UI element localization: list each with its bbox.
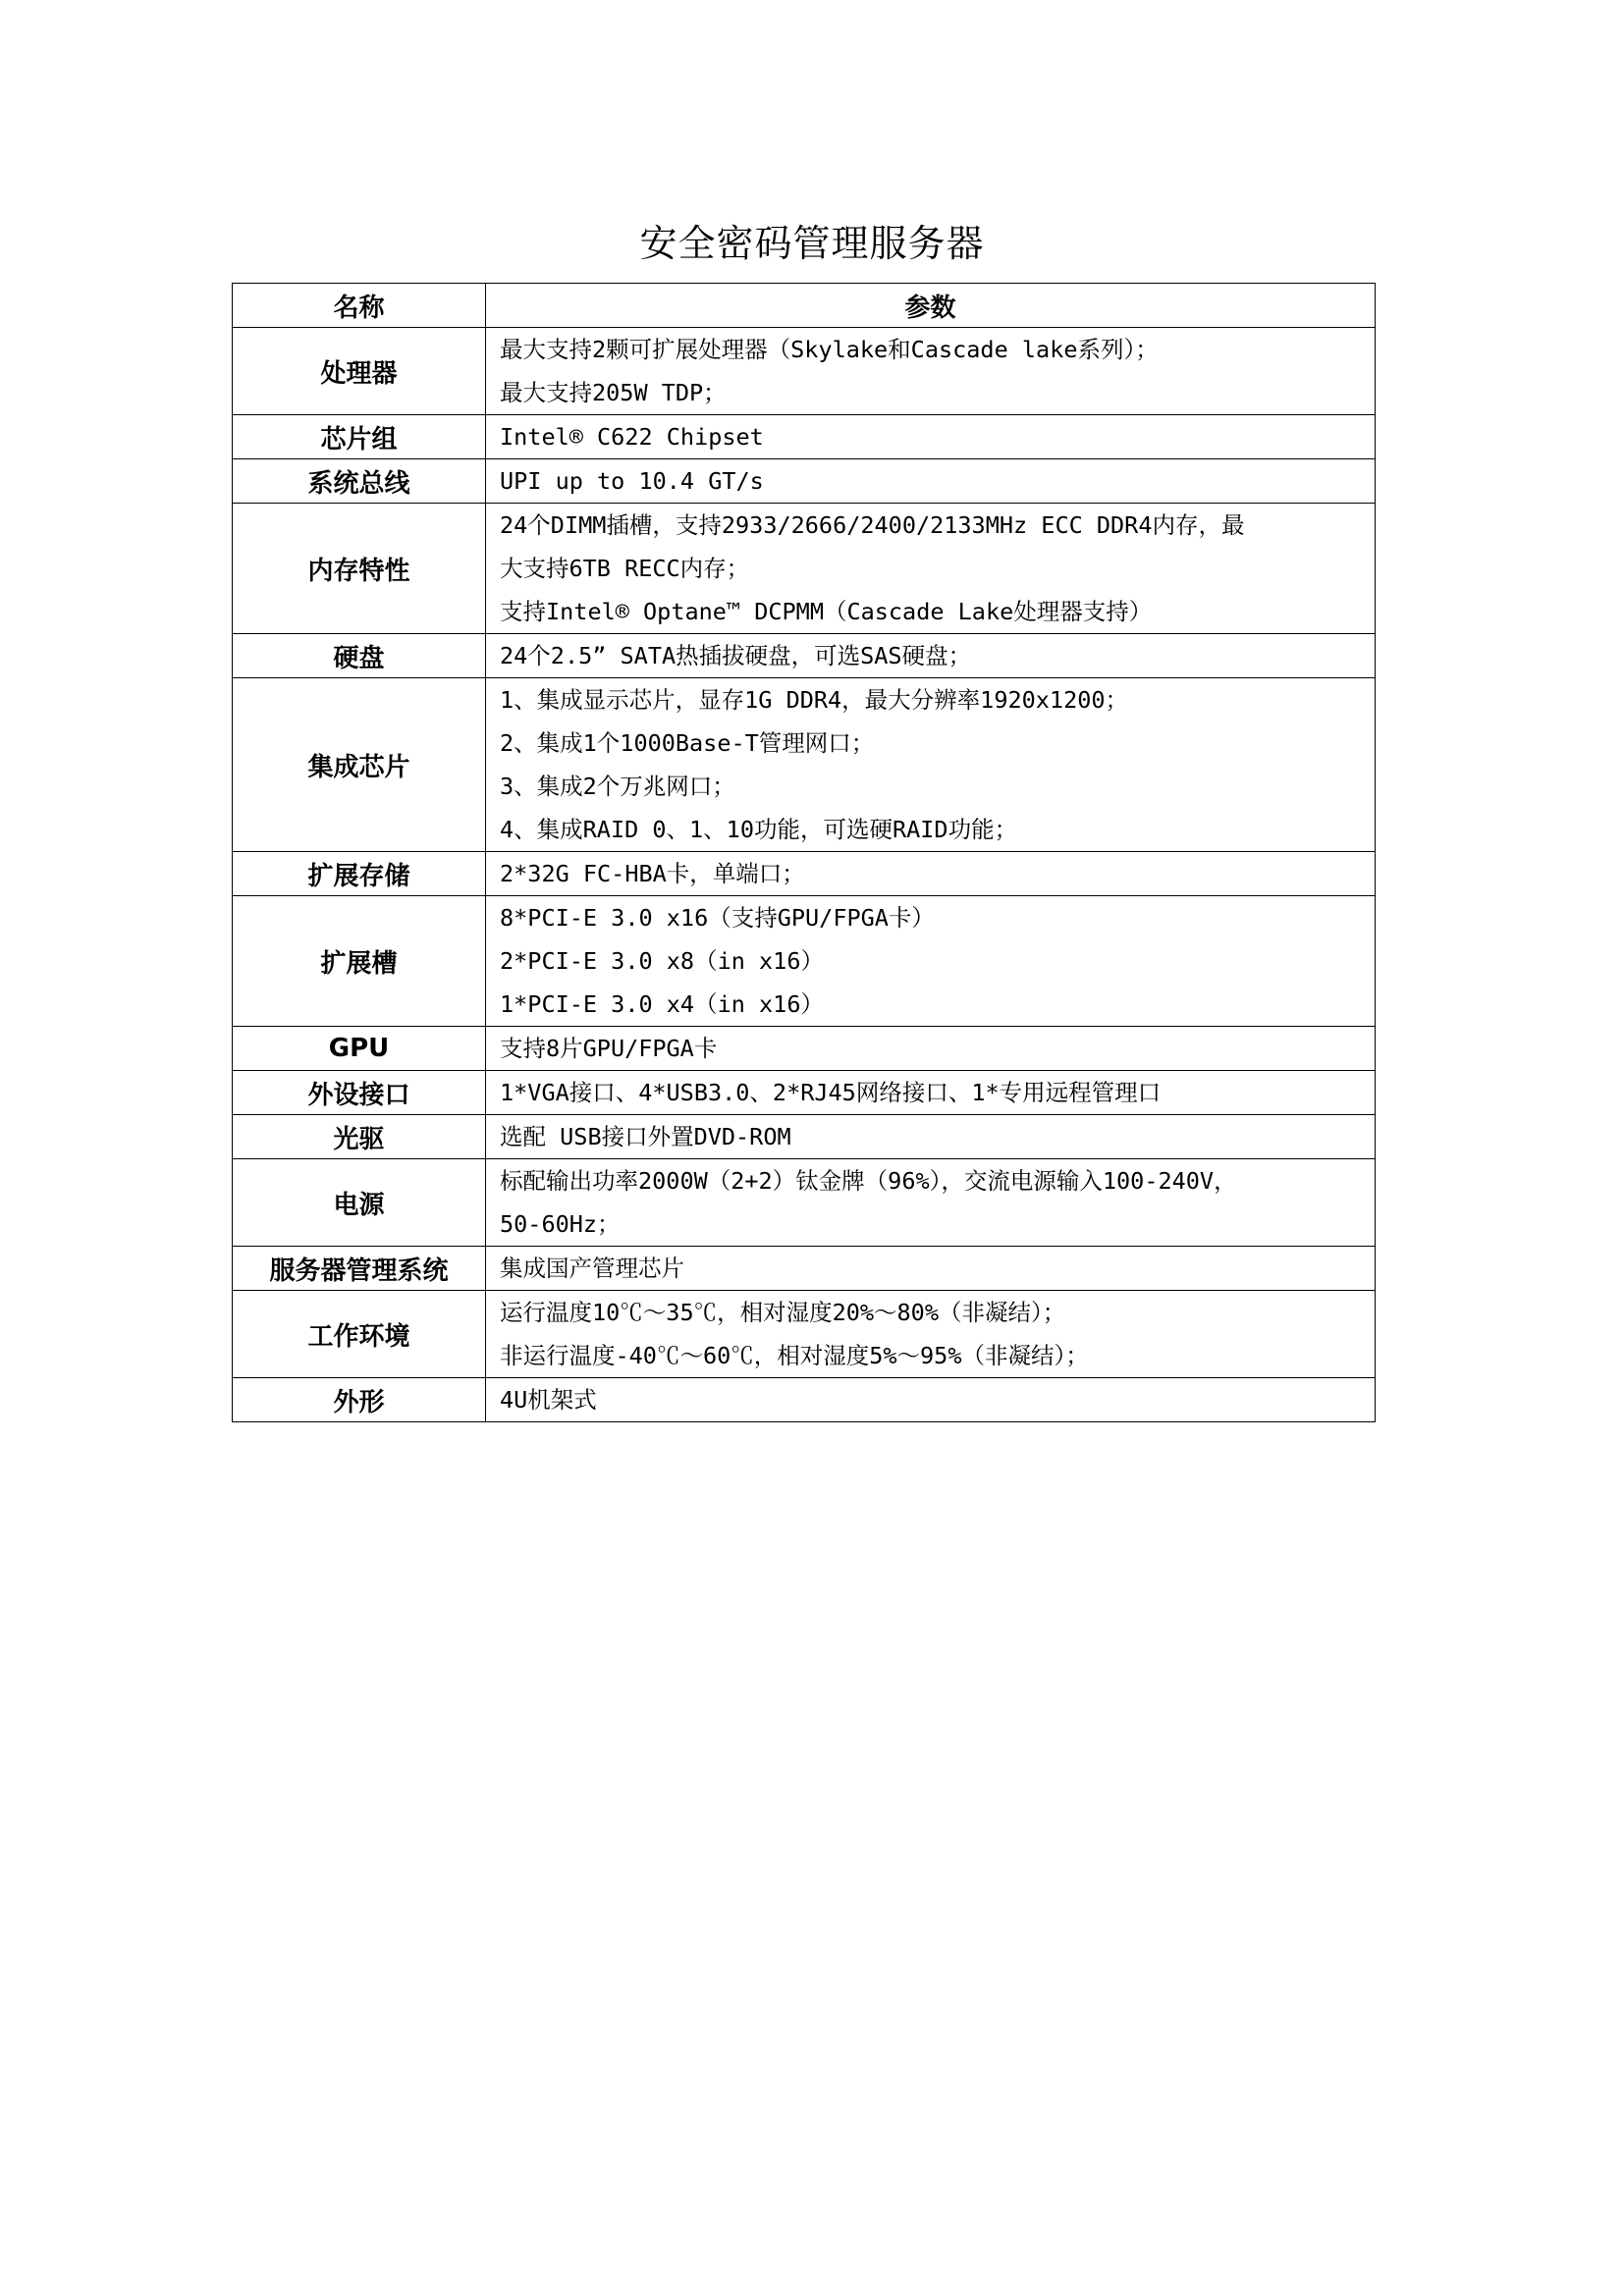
spec-param-line: 1*PCI-E 3.0 x4（in x16）: [500, 990, 824, 1018]
table-row: [233, 634, 1376, 678]
spec-param-line: 4、集成RAID 0、1、10功能，可选硬RAID功能；: [500, 816, 1018, 843]
spec-name-cell: 工作环境: [233, 1291, 486, 1378]
table-row: [233, 1027, 1376, 1071]
page-title: 安全密码管理服务器: [639, 222, 985, 265]
spec-param-line: 标配输出功率2000W（2+2）钛金牌（96%），交流电源输入100-240V，: [500, 1167, 1237, 1195]
table-header-row: [233, 284, 1376, 328]
spec-param-cell: [486, 415, 1376, 459]
spec-param-cell: [486, 634, 1376, 678]
table-row: [233, 852, 1376, 896]
table-row: [233, 678, 1376, 852]
spec-param-line: 支持Intel® Optane™ DCPMM（Cascade Lake处理器支持）: [500, 598, 1153, 625]
spec-table-body: [233, 328, 1376, 1422]
spec-param-cell: [486, 1247, 1376, 1291]
spec-param-line: 50-60Hz；: [500, 1210, 621, 1238]
spec-param-cell: [486, 504, 1376, 634]
spec-param-cell: [486, 678, 1376, 852]
spec-name-cell: GPU: [233, 1027, 486, 1071]
spec-param-cell: [486, 1071, 1376, 1115]
spec-param-cell: [486, 328, 1376, 415]
spec-param-line: 24个DIMM插槽，支持2933/2666/2400/2133MHz ECC DDR4内存，最: [500, 511, 1245, 539]
spec-param-line: 大支持6TB RECC内存；: [500, 555, 750, 582]
spec-name-cell: 扩展存储: [233, 852, 486, 896]
table-row: [233, 1291, 1376, 1378]
table-row: [233, 504, 1376, 634]
spec-param-line: 2*32G FC-HBA卡，单端口；: [500, 860, 805, 887]
table-row: [233, 1378, 1376, 1422]
spec-param-line: 4U机架式: [500, 1386, 597, 1414]
spec-name-cell: 扩展槽: [233, 896, 486, 1027]
spec-param-cell: [486, 459, 1376, 504]
spec-param-line: 8*PCI-E 3.0 x16（支持GPU/FPGA卡）: [500, 904, 935, 932]
spec-param-line: 运行温度10℃～35℃，相对湿度20%～80%（非凝结）；: [500, 1299, 1066, 1326]
column-header-name: 名称: [233, 284, 486, 328]
spec-param-cell: [486, 852, 1376, 896]
spec-param-line: 非运行温度-40℃～60℃，相对湿度5%～95%（非凝结）；: [500, 1342, 1089, 1369]
spec-param-line: 选配 USB接口外置DVD-ROM: [500, 1123, 791, 1150]
spec-name-cell: 硬盘: [233, 634, 486, 678]
spec-param-line: 最大支持2颗可扩展处理器（Skylake和Cascade lake系列）；: [500, 336, 1159, 363]
spec-param-cell: [486, 1115, 1376, 1159]
spec-name-cell: 外设接口: [233, 1071, 486, 1115]
spec-param-line: 1、集成显示芯片，显存1G DDR4，最大分辨率1920x1200；: [500, 686, 1129, 714]
spec-name-cell: 处理器: [233, 328, 486, 415]
spec-param-cell: [486, 896, 1376, 1027]
spec-param-cell: [486, 1027, 1376, 1071]
spec-param-line: 最大支持205W TDP；: [500, 379, 727, 406]
spec-name-cell: 服务器管理系统: [233, 1247, 486, 1291]
spec-param-line: 3、集成2个万兆网口；: [500, 773, 735, 800]
table-row: [233, 415, 1376, 459]
spec-param-line: 2*PCI-E 3.0 x8（in x16）: [500, 947, 824, 975]
spec-table: [232, 283, 1376, 1422]
spec-param-line: Intel® C622 Chipset: [500, 423, 764, 451]
table-row: [233, 896, 1376, 1027]
spec-param-line: 2、集成1个1000Base-T管理网口；: [500, 729, 875, 757]
spec-param-line: UPI up to 10.4 GT/s: [500, 467, 764, 495]
spec-name-cell: 光驱: [233, 1115, 486, 1159]
table-row: [233, 328, 1376, 415]
spec-name-cell: 内存特性: [233, 504, 486, 634]
spec-name-cell: 电源: [233, 1159, 486, 1247]
column-header-param: 参数: [486, 284, 1376, 328]
spec-param-line: 1*VGA接口、4*USB3.0、2*RJ45网络接口、1*专用远程管理口: [500, 1079, 1162, 1106]
spec-param-line: 24个2.5” SATA热插拔硬盘，可选SAS硬盘；: [500, 642, 972, 669]
spec-name-cell: 集成芯片: [233, 678, 486, 852]
spec-param-cell: [486, 1291, 1376, 1378]
spec-param-line: 集成国产管理芯片: [500, 1255, 684, 1282]
spec-param-cell: [486, 1159, 1376, 1247]
table-row: [233, 1115, 1376, 1159]
spec-name-cell: 系统总线: [233, 459, 486, 504]
table-row: [233, 459, 1376, 504]
spec-name-cell: 芯片组: [233, 415, 486, 459]
table-row: [233, 1159, 1376, 1247]
table-row: [233, 1247, 1376, 1291]
spec-param-cell: [486, 1378, 1376, 1422]
spec-param-line: 支持8片GPU/FPGA卡: [500, 1035, 718, 1062]
table-row: [233, 1071, 1376, 1115]
spec-name-cell: 外形: [233, 1378, 486, 1422]
